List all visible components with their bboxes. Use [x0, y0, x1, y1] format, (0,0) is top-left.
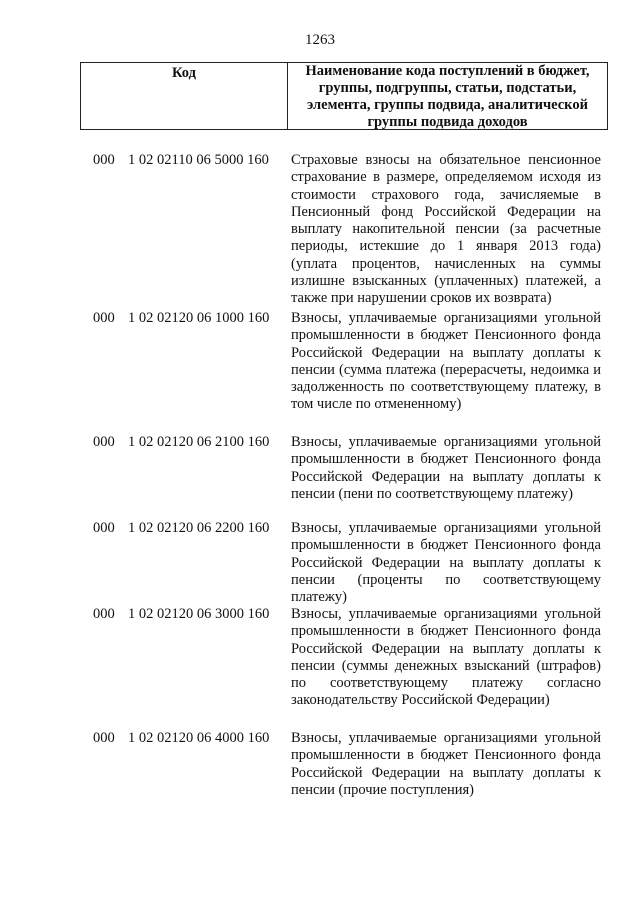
table-header: [80, 62, 608, 130]
revenue-name: Страховые взносы на обязательное пенсионное страхование в размере, определяемом исходя из стоимости страхового года, зачисляемые в Пенсионный фонд Российской Федерации на выплату накопительной пенсии (за расчетные периоды, истекшие до 1 января 2013 года) (уплата процентов, начисленных на суммы излишне взысканных (уплаченных) платежей, а также при нарушении сроков их возврата): [291, 152, 601, 307]
table-row: [0, 520, 640, 606]
revenue-name: Взносы, уплачиваемые организациями угольной промышленности в бюджет Пенсионного фонда Российской Федерации на выплату доплаты к пенсии (проценты по соответствующему платежу): [291, 520, 601, 606]
revenue-code: 1 02 02110 06 5000 160: [128, 152, 269, 168]
admin-code: 000: [93, 310, 115, 326]
admin-code: 000: [93, 606, 115, 622]
revenue-code: 1 02 02120 06 1000 160: [128, 310, 270, 326]
header-code-label: Код: [81, 63, 288, 129]
admin-code: 000: [93, 152, 115, 168]
table-row: [0, 152, 640, 310]
admin-code: 000: [93, 520, 115, 536]
revenue-name: Взносы, уплачиваемые организациями угольной промышленности в бюджет Пенсионного фонда Российской Федерации на выплату доплаты к пенсии (суммы денежных взысканий (штрафов) по соответствующему платежу согласно законодательству Российской Федерации): [291, 606, 601, 709]
table-row: [0, 606, 640, 730]
revenue-name: Взносы, уплачиваемые организациями угольной промышленности в бюджет Пенсионного фонда Российской Федерации на выплату доплаты к пенсии (прочие поступления): [291, 730, 601, 798]
admin-code: 000: [93, 434, 115, 450]
revenue-code: 1 02 02120 06 2100 160: [128, 434, 270, 450]
revenue-code: 1 02 02120 06 3000 160: [128, 606, 270, 622]
revenue-name: Взносы, уплачиваемые организациями угольной промышленности в бюджет Пенсионного фонда Российской Федерации на выплату доплаты к пенсии (сумма платежа (перерасчеты, недоимка и задолженность по соответствующему платежу, в том числе по отмененному): [291, 310, 601, 413]
table-row: [0, 730, 640, 840]
revenue-name: Взносы, уплачиваемые организациями угольной промышленности в бюджет Пенсионного фонда Российской Федерации на выплату доплаты к пенсии (пени по соответствующему платежу): [291, 434, 601, 502]
table-row: [0, 434, 640, 520]
revenue-code: 1 02 02120 06 2200 160: [128, 520, 270, 536]
admin-code: 000: [93, 730, 115, 746]
revenue-code: 1 02 02120 06 4000 160: [128, 730, 270, 746]
page-number: 1263: [305, 32, 335, 48]
header-name-label: Наименование кода поступлений в бюджет, группы, подгруппы, статьи, подстатьи, элемента, группы подвида, аналитической группы подвида доходов: [305, 63, 590, 130]
revenue-code-list: [0, 152, 640, 840]
table-row: [0, 310, 640, 434]
